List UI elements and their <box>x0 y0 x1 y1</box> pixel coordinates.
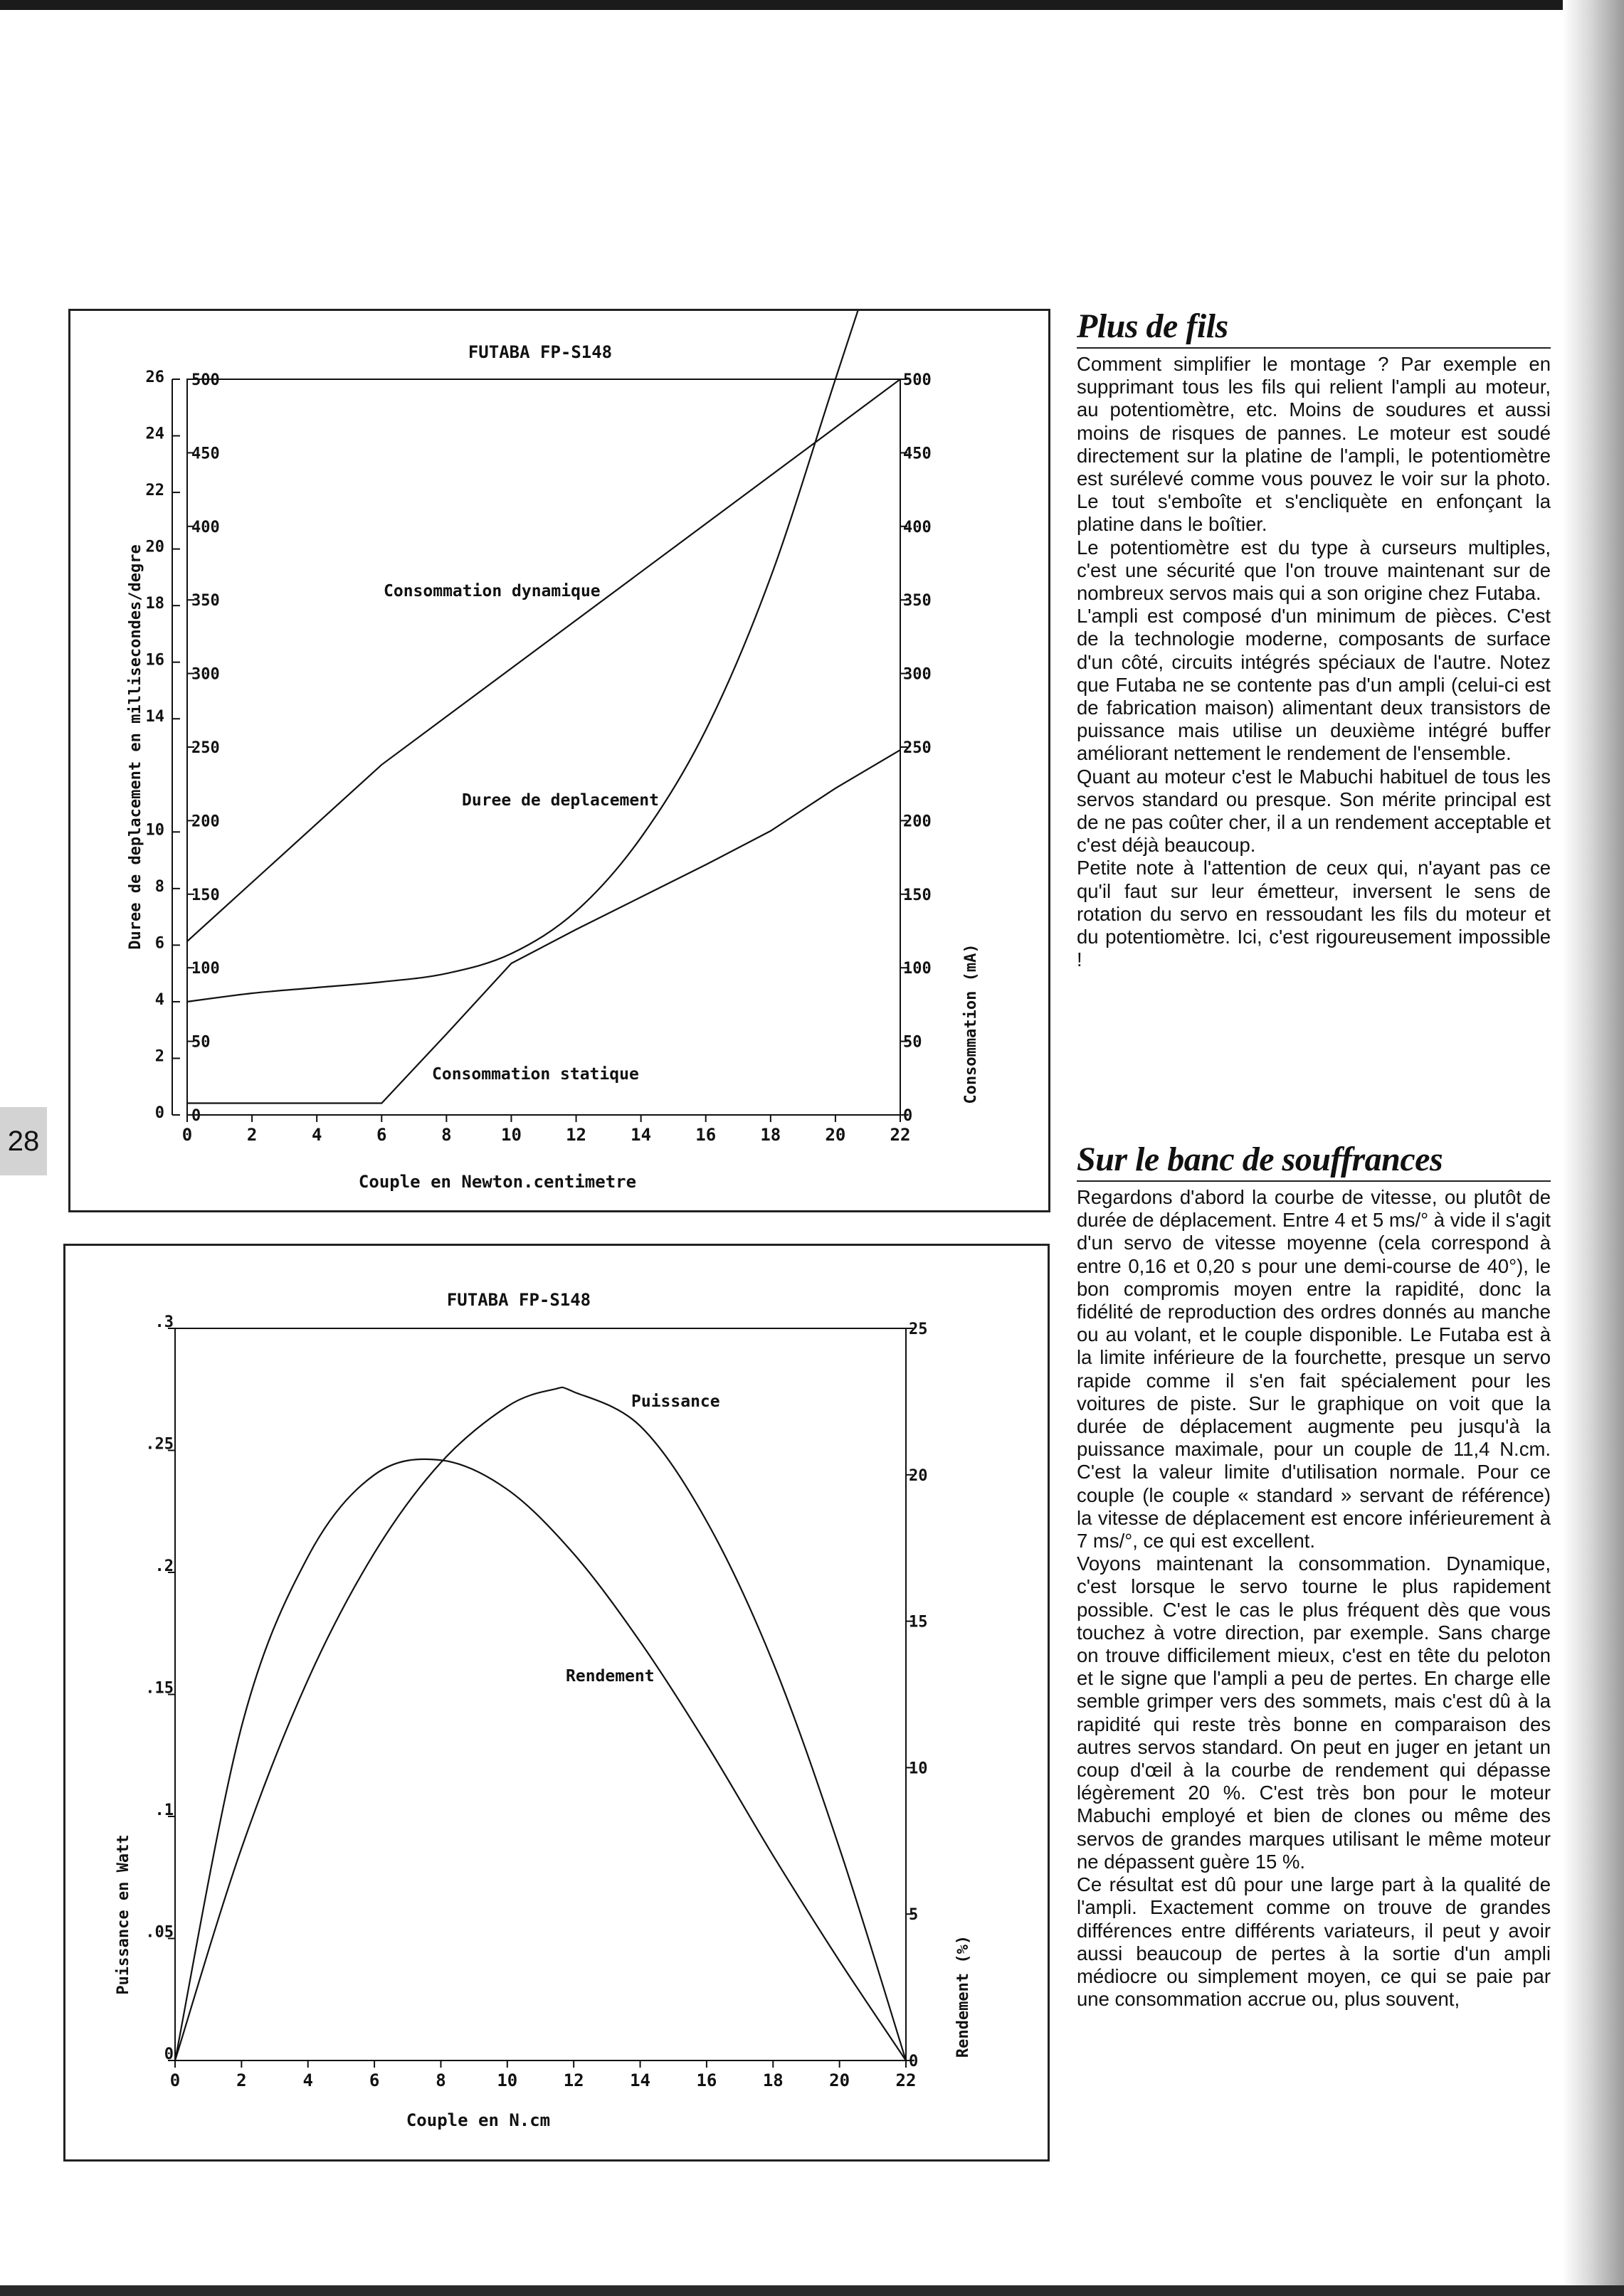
chart1-right-tick-label: 50 <box>903 1033 922 1052</box>
chart1-right-tick-label: 400 <box>903 518 932 536</box>
paragraph: Quant au moteur c'est le Mabuchi habituel de tous les servos standard ou presque. Son mérite principal est de ne pas coûter cher, il a un rendement acceptable et c'est déjà beaucoup. <box>1077 765 1551 857</box>
page-edge-shadow <box>1563 0 1624 2296</box>
chart1-left-inner-tick-label: 150 <box>191 886 220 904</box>
chart1-left-inner-tick-label: 400 <box>191 518 220 536</box>
chart1-left-inner-tick-label: 50 <box>191 1033 211 1052</box>
chart1-annotation-dynamique: Consommation dynamique <box>384 582 601 601</box>
chart1-right-tick-label: 100 <box>903 960 932 978</box>
chart2-left-tick-label: .3 <box>154 1313 174 1331</box>
chart1-x-tick-label: 18 <box>760 1125 781 1145</box>
chart2-right-tick-label: 10 <box>909 1760 928 1778</box>
chart1-left-outer-tick-label: 2 <box>154 1047 164 1066</box>
chart1-left-inner-tick-label: 350 <box>191 592 220 610</box>
chart2-svg <box>65 1246 1052 2164</box>
page-number: 28 <box>0 1107 47 1175</box>
chart1-x-tick-label: 4 <box>311 1125 322 1145</box>
chart1-x-tick-label: 20 <box>825 1125 846 1145</box>
chart1-left-inner-tick-label: 0 <box>191 1107 201 1125</box>
chart2-x-tick-label: 12 <box>563 2070 584 2090</box>
chart-consommation-duree <box>68 309 1050 1212</box>
chart2-right-tick-label: 25 <box>909 1321 928 1338</box>
chart1-left-outer-tick-label: 8 <box>154 877 164 896</box>
chart1-left-outer-tick-label: 10 <box>145 821 164 840</box>
chart2-x-tick-label: 18 <box>762 2070 784 2090</box>
chart2-series-rendement <box>175 1459 906 2060</box>
paragraph: L'ampli est composé d'un minimum de pièces. C'est de la technologie moderne, composants de surface d'un côté, circuits intégrés spéciaux de l'autre. Notez que Futaba ne se contente pas d'un ampli (celui-ci est de fabrication maison) alimentant deux transistors de puissance mais utilise un deuxième intégré buffer améliorant nettement le rendement de l'ensemble. <box>1077 605 1551 765</box>
section-heading-plus-de-fils: Plus de fils <box>1077 307 1551 349</box>
paragraph: Comment simplifier le montage ? Par exemple en supprimant tous les fils qui relient l'ampli au moteur, au potentiomètre, etc. Moins de soudures et aussi moins de risques de pannes. Le moteur est soudé directement sur la platine de l'ampli, le potentiomètre est surélevé comme vous pouvez le voir sur la photo. Le tout s'emboîte et s'encliquète en enfonçant la platine dans le boîtier. <box>1077 353 1551 536</box>
chart1-left-outer-tick-label: 14 <box>145 708 164 726</box>
chart1-x-tick-label: 10 <box>501 1125 522 1145</box>
chart1-left-outer-tick-label: 16 <box>145 651 164 670</box>
chart1-x-tick-label: 8 <box>441 1125 452 1145</box>
chart2-x-tick-label: 0 <box>169 2070 181 2090</box>
chart2-x-tick-label: 2 <box>236 2070 247 2090</box>
chart1-left-inner-tick-label: 500 <box>191 371 220 389</box>
chart1-ylabel-left: Duree de deplacement en millisecondes/degre <box>127 544 144 950</box>
chart2-x-tick-label: 8 <box>436 2070 446 2090</box>
chart2-x-tick-label: 6 <box>369 2070 380 2090</box>
chart1-series-consommation-dynamique <box>187 379 900 941</box>
chart2-x-tick-label: 22 <box>895 2070 917 2090</box>
chart1-left-inner-tick-label: 450 <box>191 445 220 463</box>
chart1-right-tick-label: 300 <box>903 665 932 684</box>
chart2-left-tick-label: .05 <box>145 1923 174 1942</box>
paragraph: Voyons maintenant la consommation. Dynamique, c'est lorsque le servo tourne le plus rapidement possible. C'est le cas le plus fréquent dès que vous touchez à votre direction, par exemple. Sans charge on trouve difficilement mieux, c'est en tête du peloton et le signe que l'ampli a peu de pertes. En charge elle semble grimper vers des sommets, mais c'est dû à la rapidité qui reste très bonne en comparaison des autres servos standard. On peut en juger en jetant un coup d'œil à la courbe de rendement qui dépasse légèrement 20 %. C'est très bon pour le moteur Mabuchi employé et bien de clones ou même des servos de grandes marques utilisant le même moteur ne dépassent guère 15 %. <box>1077 1552 1551 1873</box>
chart2-left-tick-label: .15 <box>145 1679 174 1698</box>
chart2-title: FUTABA FP-S148 <box>446 1290 591 1310</box>
chart-puissance-rendement <box>63 1244 1050 2162</box>
chart2-left-tick-label: .25 <box>145 1435 174 1454</box>
chart1-left-outer-tick-label: 24 <box>145 425 164 443</box>
chart1-left-outer-tick-label: 4 <box>154 990 164 1009</box>
article-section-banc-de-souffrances <box>1077 1141 1551 2011</box>
chart1-x-tick-label: 22 <box>890 1125 911 1145</box>
chart2-x-tick-label: 16 <box>696 2070 717 2090</box>
chart1-annotation-statique: Consommation statique <box>432 1065 639 1084</box>
chart2-series-puissance <box>175 1387 906 2060</box>
chart1-left-outer-tick-label: 20 <box>145 538 164 556</box>
chart2-ylabel-right: Rendement (%) <box>954 1935 972 2058</box>
paragraph: Petite note à l'attention de ceux qui, n'ayant pas ce qu'il faut sur leur émetteur, inversent le sens de rotation du servo en ressoudant les fils du moteur et du potentiomètre. Ici, c'est rigoureusement impossible ! <box>1077 857 1551 971</box>
chart1-right-tick-label: 150 <box>903 886 932 904</box>
chart2-ylabel-left: Puissance en Watt <box>115 1834 132 1995</box>
chart1-svg <box>70 311 1053 1215</box>
chart1-series-duree-de-deplacement <box>187 311 900 1002</box>
chart2-plot-frame <box>175 1328 906 2060</box>
chart1-annotation-duree: Duree de deplacement <box>462 791 659 810</box>
chart1-left-inner-tick-label: 100 <box>191 960 220 978</box>
article-section-plus-de-fils <box>1077 307 1551 971</box>
chart2-annotation-rendement: Rendement <box>566 1667 655 1686</box>
chart1-left-outer-tick-label: 0 <box>154 1104 164 1122</box>
chart2-x-tick-label: 4 <box>302 2070 313 2090</box>
chart2-left-tick-label: 0 <box>164 2046 174 2063</box>
paragraph: Regardons d'abord la courbe de vitesse, ou plutôt de durée de déplacement. Entre 4 et 5 ms/° à vide il s'agit d'un servo de vitesse moyenne (cela correspond à entre 0,16 et 0,20 s pour une demi-course de 40°), le bon compromis moyen entre la rapidité, donc la fidélité de reproduction des ordres donnés au manche ou au volant, et le couple disponible. Le Futaba est à la limite inférieure de la fourchette, presque un servo rapide comme il s'en fait spécialement pour les voitures de piste. Sur le graphique on voit que la durée de déplacement augmente peu jusqu'à la puissance maximale, pour un couple de 11,4 N.cm. C'est la valeur limite d'utilisation normale. Pour ce couple (le couple « standard » servant de référence) la vitesse de déplacement est encore inférieurement à 7 ms/°, ce qui est excellent. <box>1077 1186 1551 1552</box>
chart1-left-inner-tick-label: 200 <box>191 813 220 831</box>
chart1-ylabel-right: Consommation (mA) <box>962 943 980 1104</box>
chart1-right-tick-label: 500 <box>903 371 932 389</box>
chart1-right-tick-label: 0 <box>903 1107 913 1125</box>
chart2-right-tick-label: 0 <box>909 2053 919 2070</box>
paragraph: Le potentiomètre est du type à curseurs multiples, c'est une sécurité que l'on trouve maintenant sur de nombreux servos mais qui a son origine chez Futaba. <box>1077 536 1551 605</box>
chart1-left-outer-tick-label: 18 <box>145 595 164 613</box>
chart1-left-inner-tick-label: 250 <box>191 739 220 757</box>
chart1-left-inner-tick-label: 300 <box>191 665 220 684</box>
section-heading-banc-de-souffrances: Sur le banc de souffrances <box>1077 1141 1551 1182</box>
chart1-left-outer-tick-label: 22 <box>145 482 164 500</box>
chart1-right-tick-label: 450 <box>903 445 932 463</box>
chart2-x-tick-label: 20 <box>829 2070 850 2090</box>
chart1-plot-frame <box>187 379 900 1115</box>
chart1-x-tick-label: 0 <box>181 1125 193 1145</box>
chart1-x-tick-label: 14 <box>631 1125 652 1145</box>
chart1-right-tick-label: 250 <box>903 739 932 757</box>
chart1-right-tick-label: 350 <box>903 592 932 610</box>
chart1-left-outer-tick-label: 26 <box>145 369 164 386</box>
chart2-right-tick-label: 5 <box>909 1906 919 1925</box>
chart1-left-outer-tick-label: 6 <box>154 934 164 953</box>
chart2-left-tick-label: .2 <box>154 1557 174 1575</box>
chart1-x-tick-label: 12 <box>566 1125 586 1145</box>
chart2-right-tick-label: 20 <box>909 1466 928 1485</box>
chart2-annotation-puissance: Puissance <box>631 1392 720 1411</box>
chart1-xlabel: Couple en Newton.centimetre <box>358 1172 637 1192</box>
chart2-x-tick-label: 14 <box>630 2070 650 2090</box>
chart2-right-tick-label: 15 <box>909 1613 928 1631</box>
top-rule <box>0 0 1624 10</box>
chart2-xlabel: Couple en N.cm <box>406 2110 551 2130</box>
chart2-left-tick-label: .1 <box>154 1802 174 1819</box>
chart1-x-tick-label: 16 <box>695 1125 717 1145</box>
bottom-rule <box>0 2285 1624 2296</box>
chart1-x-tick-label: 2 <box>246 1125 258 1145</box>
chart1-right-tick-label: 200 <box>903 813 932 831</box>
chart1-title: FUTABA FP-S148 <box>468 342 613 362</box>
chart1-x-tick-label: 6 <box>376 1125 387 1145</box>
paragraph: Ce résultat est dû pour une large part à la qualité de l'ampli. Exactement comme on trouve de grandes différences entre différents variateurs, il peut y avoir aussi beaucoup de pertes à la sortie d'un ampli médiocre ou simplement moyen, ce qui se paie par une consommation accrue ou, plus souvent, <box>1077 1873 1551 2011</box>
chart2-x-tick-label: 10 <box>497 2070 518 2090</box>
